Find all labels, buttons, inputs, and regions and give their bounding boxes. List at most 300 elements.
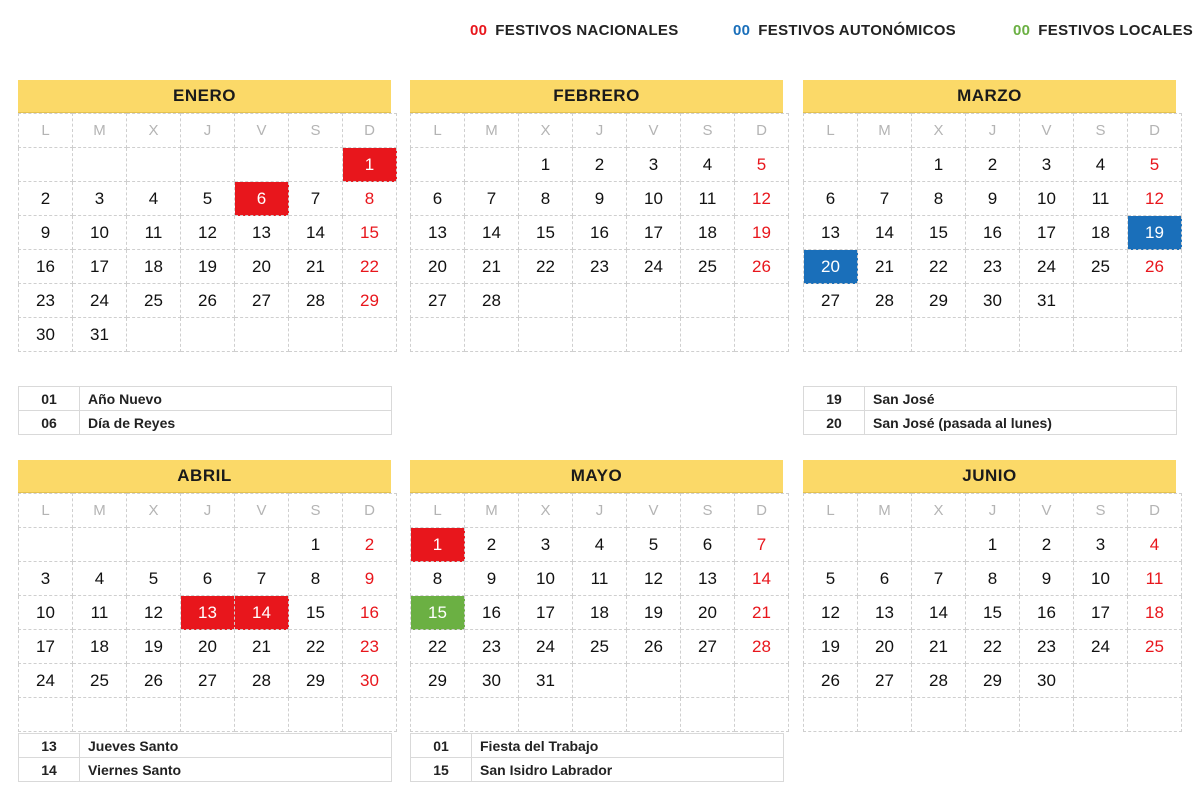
empty-cell <box>411 148 465 182</box>
empty-cell <box>804 528 858 562</box>
day-cell: 4 <box>127 182 181 216</box>
day-cell: 8 <box>289 562 343 596</box>
day-cell: 7 <box>735 528 789 562</box>
week-row <box>804 630 1182 664</box>
day-cell: 30 <box>343 664 397 698</box>
notes-mayo <box>410 733 783 782</box>
legend-autonomic-label: FESTIVOS AUTONÓMICOS <box>758 22 956 39</box>
day-cell: 27 <box>411 284 465 318</box>
weekday-label: M <box>858 494 912 528</box>
day-cell: 26 <box>804 664 858 698</box>
day-cell: 21 <box>235 630 289 664</box>
day-cell: 14 <box>735 562 789 596</box>
day-cell: 12 <box>627 562 681 596</box>
weekday-label: X <box>519 114 573 148</box>
day-cell: 16 <box>1020 596 1074 630</box>
day-cell: 4 <box>681 148 735 182</box>
weekday-row <box>411 114 789 148</box>
empty-cell <box>181 148 235 182</box>
day-cell: 23 <box>343 630 397 664</box>
empty-cell <box>343 318 397 352</box>
empty-cell <box>289 148 343 182</box>
week-row <box>411 318 789 352</box>
day-cell: 6 <box>411 182 465 216</box>
legend-autonomic-code: 00 <box>733 22 751 39</box>
day-cell: 26 <box>1128 250 1182 284</box>
day-cell: 10 <box>19 596 73 630</box>
month-grid <box>410 113 789 352</box>
day-cell: 19 <box>804 630 858 664</box>
day-cell: 27 <box>858 664 912 698</box>
day-cell: 10 <box>519 562 573 596</box>
day-cell: 8 <box>912 182 966 216</box>
empty-cell <box>1074 318 1128 352</box>
weekday-label: D <box>343 114 397 148</box>
empty-cell <box>465 148 519 182</box>
weekday-label: D <box>1128 114 1182 148</box>
empty-cell <box>804 148 858 182</box>
holiday-day: 15 <box>411 758 472 782</box>
day-cell: 22 <box>519 250 573 284</box>
weekday-label: V <box>1020 114 1074 148</box>
day-cell: 19 <box>735 216 789 250</box>
day-cell: 16 <box>19 250 73 284</box>
day-cell: 28 <box>912 664 966 698</box>
weekday-label: D <box>1128 494 1182 528</box>
month-mayo <box>410 460 783 732</box>
holiday-note-row <box>411 734 784 758</box>
empty-cell <box>573 664 627 698</box>
day-cell: 7 <box>912 562 966 596</box>
day-cell: 13 <box>181 596 235 630</box>
weekday-label: J <box>181 494 235 528</box>
day-cell: 12 <box>181 216 235 250</box>
weekday-row <box>804 494 1182 528</box>
empty-cell <box>73 528 127 562</box>
day-cell: 23 <box>573 250 627 284</box>
week-row <box>804 528 1182 562</box>
day-cell: 3 <box>19 562 73 596</box>
weekday-label: S <box>1074 114 1128 148</box>
weekday-label: J <box>966 114 1020 148</box>
day-cell: 5 <box>735 148 789 182</box>
weekday-label: J <box>573 114 627 148</box>
legend-local-code: 00 <box>1013 22 1031 39</box>
empty-cell <box>681 284 735 318</box>
day-cell: 19 <box>181 250 235 284</box>
day-cell: 28 <box>465 284 519 318</box>
empty-cell <box>19 148 73 182</box>
empty-cell <box>235 148 289 182</box>
notes-abril <box>18 733 391 782</box>
holiday-notes-table <box>410 733 784 782</box>
weekday-label: M <box>465 114 519 148</box>
week-row <box>19 250 397 284</box>
empty-cell <box>627 664 681 698</box>
holiday-note-row <box>804 411 1177 435</box>
week-row <box>804 148 1182 182</box>
day-cell: 1 <box>343 148 397 182</box>
day-cell: 31 <box>519 664 573 698</box>
day-cell: 13 <box>235 216 289 250</box>
day-cell: 22 <box>343 250 397 284</box>
day-cell: 8 <box>519 182 573 216</box>
empty-cell <box>1074 284 1128 318</box>
day-cell: 10 <box>1074 562 1128 596</box>
empty-cell <box>411 698 465 732</box>
legend <box>0 22 1200 44</box>
weekday-label: X <box>912 494 966 528</box>
day-cell: 24 <box>19 664 73 698</box>
month-abril <box>18 460 391 732</box>
week-row <box>19 528 397 562</box>
weekday-label: M <box>858 114 912 148</box>
day-cell: 6 <box>681 528 735 562</box>
day-cell: 31 <box>73 318 127 352</box>
day-cell: 9 <box>343 562 397 596</box>
weekday-label: S <box>289 114 343 148</box>
day-cell: 20 <box>181 630 235 664</box>
empty-cell <box>573 698 627 732</box>
day-cell: 22 <box>289 630 343 664</box>
empty-cell <box>1128 284 1182 318</box>
day-cell: 21 <box>735 596 789 630</box>
day-cell: 21 <box>858 250 912 284</box>
holiday-note-row <box>804 387 1177 411</box>
empty-cell <box>235 318 289 352</box>
holiday-name: San Isidro Labrador <box>472 758 784 782</box>
holiday-name: San José (pasada al lunes) <box>865 411 1177 435</box>
weekday-label: L <box>411 114 465 148</box>
day-cell: 29 <box>343 284 397 318</box>
week-row <box>804 216 1182 250</box>
week-row <box>19 182 397 216</box>
day-cell: 4 <box>573 528 627 562</box>
week-row <box>411 630 789 664</box>
holiday-name: Día de Reyes <box>80 411 392 435</box>
holiday-note-row <box>19 387 392 411</box>
day-cell: 29 <box>912 284 966 318</box>
holiday-name: Fiesta del Trabajo <box>472 734 784 758</box>
legend-local-label: FESTIVOS LOCALES <box>1038 22 1194 39</box>
day-cell: 7 <box>858 182 912 216</box>
empty-cell <box>519 284 573 318</box>
day-cell: 24 <box>627 250 681 284</box>
holiday-notes-table <box>18 386 392 435</box>
day-cell: 23 <box>19 284 73 318</box>
weekday-label: V <box>1020 494 1074 528</box>
month-febrero <box>410 80 783 352</box>
day-cell: 1 <box>411 528 465 562</box>
holiday-notes-table <box>803 386 1177 435</box>
week-row <box>19 562 397 596</box>
week-row <box>19 284 397 318</box>
day-cell: 15 <box>912 216 966 250</box>
day-cell: 3 <box>73 182 127 216</box>
holiday-note-row <box>19 734 392 758</box>
day-cell: 20 <box>411 250 465 284</box>
day-cell: 3 <box>627 148 681 182</box>
day-cell: 2 <box>573 148 627 182</box>
legend-national-label: FESTIVOS NACIONALES <box>495 22 679 39</box>
empty-cell <box>235 528 289 562</box>
week-row <box>804 250 1182 284</box>
month-grid <box>803 493 1182 732</box>
day-cell: 15 <box>411 596 465 630</box>
empty-cell <box>343 698 397 732</box>
day-cell: 4 <box>1074 148 1128 182</box>
holiday-name: Año Nuevo <box>80 387 392 411</box>
weekday-label: S <box>681 114 735 148</box>
empty-cell <box>127 318 181 352</box>
day-cell: 19 <box>1128 216 1182 250</box>
weekday-label: L <box>804 114 858 148</box>
day-cell: 17 <box>73 250 127 284</box>
empty-cell <box>735 698 789 732</box>
day-cell: 30 <box>966 284 1020 318</box>
day-cell: 10 <box>627 182 681 216</box>
month-grid <box>18 113 397 352</box>
week-row <box>804 664 1182 698</box>
week-row <box>411 698 789 732</box>
day-cell: 14 <box>289 216 343 250</box>
day-cell: 8 <box>966 562 1020 596</box>
day-cell: 18 <box>573 596 627 630</box>
empty-cell <box>1128 664 1182 698</box>
week-row <box>411 284 789 318</box>
day-cell: 22 <box>912 250 966 284</box>
empty-cell <box>912 528 966 562</box>
day-cell: 4 <box>1128 528 1182 562</box>
day-cell: 24 <box>1020 250 1074 284</box>
empty-cell <box>73 148 127 182</box>
weekday-label: L <box>19 494 73 528</box>
month-title: ABRIL <box>18 460 391 493</box>
weekday-label: V <box>627 494 681 528</box>
empty-cell <box>858 698 912 732</box>
holiday-note-row <box>411 758 784 782</box>
day-cell: 2 <box>966 148 1020 182</box>
weekday-label: M <box>73 114 127 148</box>
week-row <box>411 596 789 630</box>
day-cell: 29 <box>966 664 1020 698</box>
empty-cell <box>735 664 789 698</box>
week-row <box>411 182 789 216</box>
empty-cell <box>966 698 1020 732</box>
day-cell: 22 <box>966 630 1020 664</box>
notes-enero <box>18 386 391 435</box>
day-cell: 17 <box>627 216 681 250</box>
day-cell: 15 <box>519 216 573 250</box>
day-cell: 18 <box>73 630 127 664</box>
day-cell: 14 <box>465 216 519 250</box>
day-cell: 27 <box>804 284 858 318</box>
day-cell: 27 <box>235 284 289 318</box>
empty-cell <box>1020 318 1074 352</box>
day-cell: 28 <box>289 284 343 318</box>
empty-cell <box>681 318 735 352</box>
empty-cell <box>681 664 735 698</box>
weekday-row <box>19 114 397 148</box>
empty-cell <box>1074 664 1128 698</box>
empty-cell <box>573 284 627 318</box>
day-cell: 28 <box>858 284 912 318</box>
empty-cell <box>235 698 289 732</box>
day-cell: 9 <box>465 562 519 596</box>
day-cell: 13 <box>804 216 858 250</box>
empty-cell <box>1074 698 1128 732</box>
week-row <box>804 182 1182 216</box>
weekday-row <box>411 494 789 528</box>
day-cell: 6 <box>181 562 235 596</box>
holiday-day: 14 <box>19 758 80 782</box>
holiday-name: Jueves Santo <box>80 734 392 758</box>
day-cell: 23 <box>465 630 519 664</box>
day-cell: 8 <box>411 562 465 596</box>
empty-cell <box>627 318 681 352</box>
day-cell: 14 <box>912 596 966 630</box>
day-cell: 2 <box>1020 528 1074 562</box>
month-title: MARZO <box>803 80 1176 113</box>
day-cell: 20 <box>804 250 858 284</box>
day-cell: 12 <box>804 596 858 630</box>
empty-cell <box>1128 698 1182 732</box>
empty-cell <box>804 698 858 732</box>
empty-cell <box>19 528 73 562</box>
holiday-name: Viernes Santo <box>80 758 392 782</box>
week-row <box>19 630 397 664</box>
day-cell: 9 <box>19 216 73 250</box>
day-cell: 10 <box>1020 182 1074 216</box>
holiday-day: 20 <box>804 411 865 435</box>
weekday-label: D <box>343 494 397 528</box>
empty-cell <box>627 698 681 732</box>
day-cell: 4 <box>73 562 127 596</box>
day-cell: 5 <box>1128 148 1182 182</box>
day-cell: 5 <box>127 562 181 596</box>
day-cell: 15 <box>966 596 1020 630</box>
weekday-label: L <box>411 494 465 528</box>
week-row <box>411 562 789 596</box>
empty-cell <box>573 318 627 352</box>
empty-cell <box>966 318 1020 352</box>
day-cell: 16 <box>573 216 627 250</box>
day-cell: 24 <box>73 284 127 318</box>
day-cell: 18 <box>681 216 735 250</box>
day-cell: 2 <box>19 182 73 216</box>
day-cell: 16 <box>343 596 397 630</box>
empty-cell <box>1128 318 1182 352</box>
day-cell: 25 <box>127 284 181 318</box>
day-cell: 17 <box>19 630 73 664</box>
day-cell: 3 <box>1020 148 1074 182</box>
holiday-notes-table <box>18 733 392 782</box>
weekday-label: L <box>19 114 73 148</box>
day-cell: 13 <box>681 562 735 596</box>
day-cell: 5 <box>627 528 681 562</box>
week-row <box>19 318 397 352</box>
week-row <box>804 698 1182 732</box>
day-cell: 18 <box>1128 596 1182 630</box>
empty-cell <box>519 698 573 732</box>
month-grid <box>803 113 1182 352</box>
empty-cell <box>627 284 681 318</box>
day-cell: 21 <box>289 250 343 284</box>
day-cell: 28 <box>735 630 789 664</box>
week-row <box>804 318 1182 352</box>
month-enero <box>18 80 391 352</box>
empty-cell <box>289 698 343 732</box>
day-cell: 23 <box>966 250 1020 284</box>
week-row <box>19 664 397 698</box>
empty-cell <box>735 284 789 318</box>
month-grid <box>410 493 789 732</box>
day-cell: 12 <box>127 596 181 630</box>
month-title: ENERO <box>18 80 391 113</box>
empty-cell <box>127 528 181 562</box>
day-cell: 11 <box>1128 562 1182 596</box>
day-cell: 25 <box>573 630 627 664</box>
day-cell: 1 <box>289 528 343 562</box>
empty-cell <box>858 318 912 352</box>
weekday-label: D <box>735 494 789 528</box>
weekday-label: S <box>681 494 735 528</box>
weekday-label: V <box>627 114 681 148</box>
day-cell: 20 <box>681 596 735 630</box>
day-cell: 28 <box>235 664 289 698</box>
month-title: JUNIO <box>803 460 1176 493</box>
weekday-label: J <box>966 494 1020 528</box>
weekday-label: X <box>127 494 181 528</box>
day-cell: 17 <box>1020 216 1074 250</box>
legend-autonomic <box>733 22 956 39</box>
week-row <box>19 216 397 250</box>
day-cell: 6 <box>235 182 289 216</box>
day-cell: 12 <box>735 182 789 216</box>
day-cell: 17 <box>519 596 573 630</box>
day-cell: 15 <box>343 216 397 250</box>
empty-cell <box>465 698 519 732</box>
day-cell: 17 <box>1074 596 1128 630</box>
day-cell: 26 <box>181 284 235 318</box>
day-cell: 24 <box>519 630 573 664</box>
weekday-label: V <box>235 114 289 148</box>
day-cell: 25 <box>73 664 127 698</box>
day-cell: 12 <box>1128 182 1182 216</box>
notes-marzo <box>803 386 1176 435</box>
weekday-label: S <box>289 494 343 528</box>
day-cell: 21 <box>465 250 519 284</box>
day-cell: 20 <box>858 630 912 664</box>
day-cell: 2 <box>465 528 519 562</box>
empty-cell <box>181 528 235 562</box>
day-cell: 6 <box>804 182 858 216</box>
week-row <box>19 698 397 732</box>
day-cell: 11 <box>573 562 627 596</box>
day-cell: 16 <box>465 596 519 630</box>
empty-cell <box>73 698 127 732</box>
week-row <box>804 562 1182 596</box>
day-cell: 6 <box>858 562 912 596</box>
day-cell: 18 <box>1074 216 1128 250</box>
day-cell: 7 <box>465 182 519 216</box>
day-cell: 15 <box>289 596 343 630</box>
day-cell: 8 <box>343 182 397 216</box>
day-cell: 29 <box>289 664 343 698</box>
empty-cell <box>127 148 181 182</box>
day-cell: 9 <box>966 182 1020 216</box>
weekday-label: J <box>573 494 627 528</box>
